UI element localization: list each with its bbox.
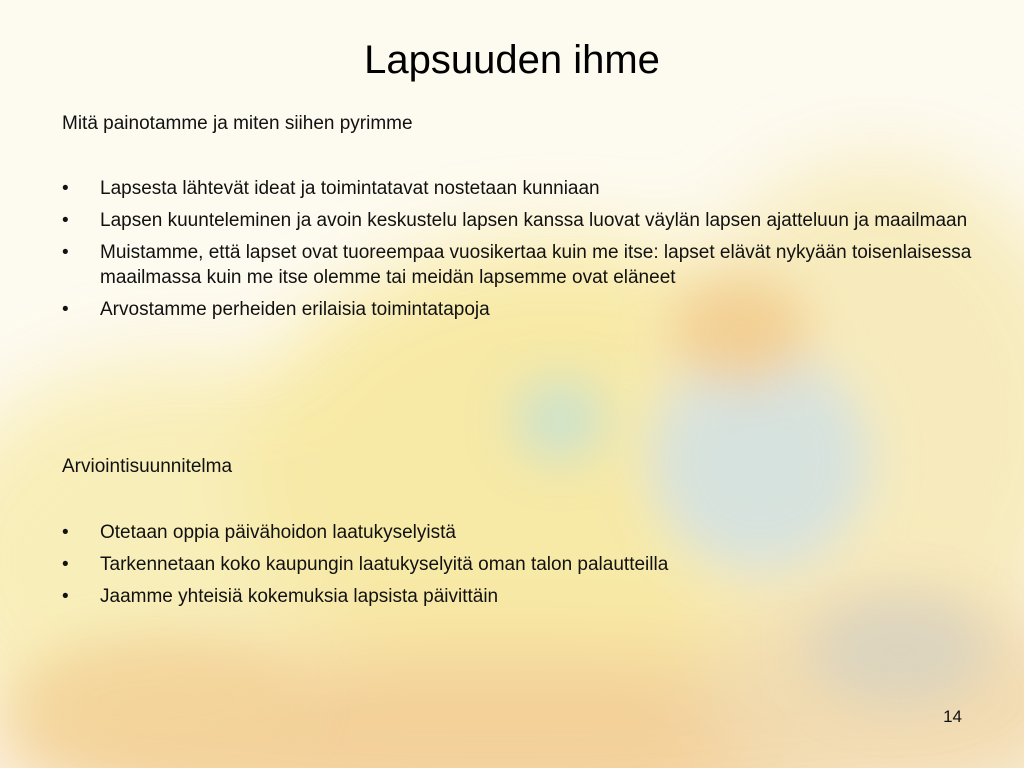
section-heading-evaluation: Arviointisuunnitelma <box>62 456 233 477</box>
list-item <box>62 552 972 577</box>
list-item-text: Lapsen kuunteleminen ja avoin keskustelu lapsen kanssa luovat väylän lapsen ajatteluun ja maailmaan <box>100 210 968 231</box>
bullet-icon: • <box>62 586 69 607</box>
bullet-list-focus <box>62 176 972 329</box>
list-item <box>62 520 972 545</box>
slide-title: Lapsuuden ihme <box>364 38 660 82</box>
bullet-icon: • <box>62 242 69 263</box>
list-item-text: Muistamme, että lapset ovat tuoreempaa vuosikertaa kuin me itse: lapset elävät nykyään toisenlaisessa maailmassa kuin me itse olemme tai meidän lapsemme ovat eläneet <box>100 242 972 288</box>
list-item-text: Arvostamme perheiden erilaisia toimintatapoja <box>100 299 490 320</box>
list-item <box>62 208 972 233</box>
section-heading-focus: Mitä painotamme ja miten siihen pyrimme <box>62 113 413 134</box>
list-item <box>62 176 972 201</box>
bullet-icon: • <box>62 178 69 199</box>
list-item-text: Otetaan oppia päivähoidon laatukyselyistä <box>100 522 456 543</box>
bullet-icon: • <box>62 299 69 320</box>
list-item <box>62 584 972 609</box>
bullet-icon: • <box>62 522 69 543</box>
page-number: 14 <box>943 707 962 726</box>
bullet-icon: • <box>62 554 69 575</box>
list-item-text: Tarkennetaan koko kaupungin laatukyselyitä oman talon palautteilla <box>100 554 669 575</box>
list-item-text: Jaamme yhteisiä kokemuksia lapsista päivittäin <box>100 586 499 607</box>
bullet-list-evaluation <box>62 520 972 616</box>
list-item-text: Lapsesta lähtevät ideat ja toimintatavat nostetaan kunniaan <box>100 178 600 199</box>
list-item <box>62 240 972 290</box>
bullet-icon: • <box>62 210 69 231</box>
list-item <box>62 297 972 322</box>
